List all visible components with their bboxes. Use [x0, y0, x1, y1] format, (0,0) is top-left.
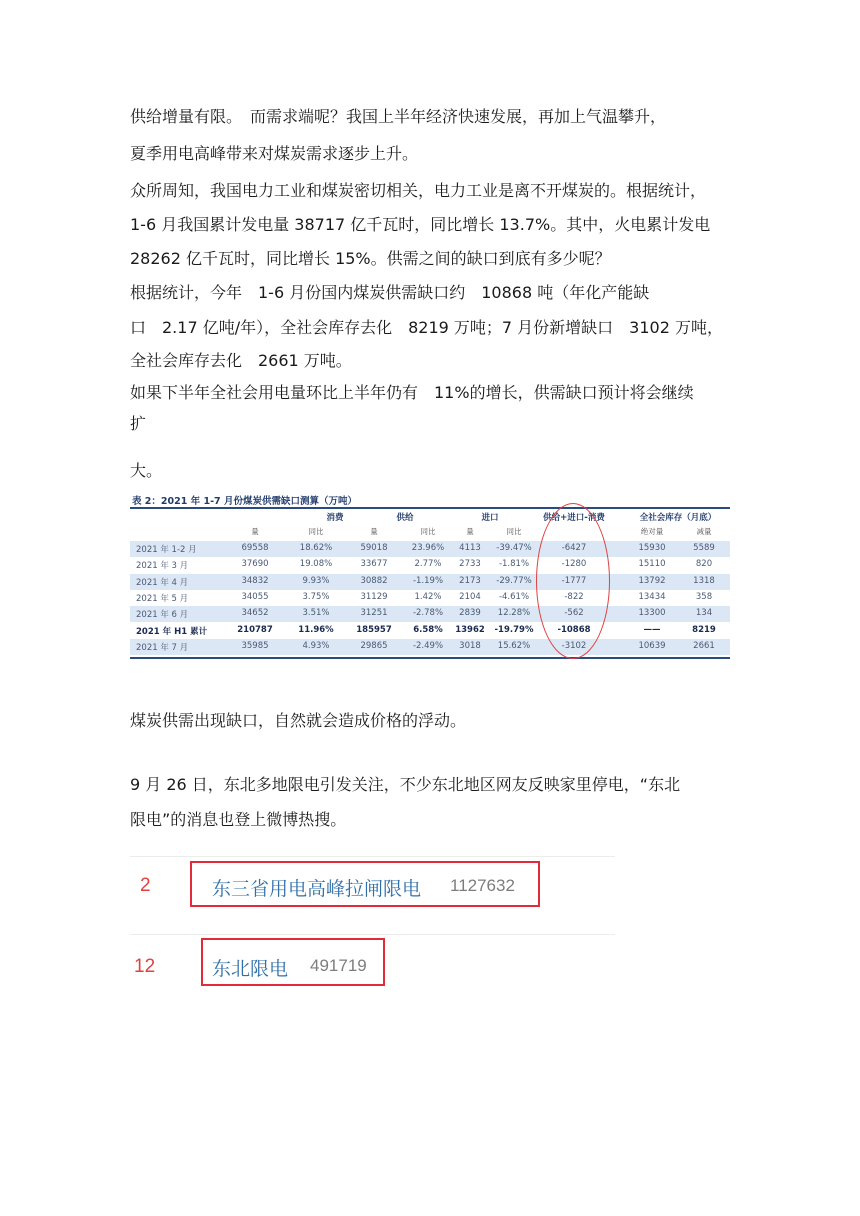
- table-cell: 34055: [241, 591, 269, 602]
- table-cell: 15110: [638, 559, 666, 570]
- row-label: 2021 年 1-2 月: [136, 545, 197, 555]
- table-cell: 13434: [638, 591, 666, 602]
- paragraph-line: 大。: [130, 461, 163, 480]
- paragraph-line: 煤炭供需出现缺口，自然就会造成价格的浮动。: [130, 711, 467, 730]
- table-cell: 12.28%: [497, 608, 531, 619]
- table-cell: 2839: [459, 608, 481, 619]
- row-label: 2021 年 3 月: [136, 561, 189, 572]
- table-row: [130, 574, 730, 590]
- table-cell: 34652: [241, 608, 269, 619]
- subheader: 同比: [308, 527, 324, 536]
- table-cell: 1318: [693, 575, 715, 586]
- table-row: [130, 557, 730, 573]
- row-label: 2021 年 5 月: [136, 593, 189, 604]
- row-label: 2021 年 H1 累计: [136, 626, 208, 637]
- divider: [130, 856, 615, 857]
- paragraph-line: 根据统计，今年 1-6 月份国内煤炭供需缺口约 10868 吨（年化产能缺: [130, 283, 650, 302]
- table-cell: 3018: [459, 640, 481, 651]
- table-cell: 35985: [241, 640, 269, 651]
- table-cell: 31251: [360, 608, 388, 619]
- table-cell: -562: [564, 608, 584, 619]
- table-cell: 31129: [360, 591, 388, 602]
- table-row: [130, 623, 730, 639]
- table-cell: 13962: [455, 624, 485, 635]
- table-cell: 185957: [356, 624, 392, 635]
- paragraph-line: 如果下半年全社会用电量环比上半年仍有 11%的增长，供需缺口预计将会继续: [130, 383, 694, 402]
- table-row: [130, 541, 730, 557]
- table-cell: 358: [695, 591, 713, 602]
- subheader: 同比: [506, 527, 522, 536]
- paragraph-line: 口 2.17 亿吨/年），全社会库存去化 8219 万吨；7 月份新增缺口 3102 万吨，: [130, 318, 723, 337]
- table-row: [130, 606, 730, 622]
- hot-rank: 12: [134, 956, 156, 977]
- paragraph-line: 扩: [130, 414, 147, 433]
- table-bottom-rule: [130, 657, 730, 659]
- table-cell: -1.19%: [412, 575, 444, 586]
- table-cell: 8219: [692, 624, 716, 635]
- paragraph-line: 全社会库存去化 2661 万吨。: [130, 351, 352, 370]
- table-cell: 6.58%: [413, 624, 443, 635]
- table-cell: 2104: [459, 591, 481, 602]
- table-cell: -6427: [561, 543, 587, 553]
- subheader: 量: [251, 527, 259, 536]
- table-cell: 15930: [638, 543, 666, 553]
- paragraph-line: 限电”的消息也登上微博热搜。: [130, 810, 347, 829]
- header-inventory: 全社会库存（月底）: [639, 513, 717, 523]
- table-cell: 18.62%: [299, 543, 333, 553]
- table-caption: 表 2：2021 年 1-7 月份煤炭供需缺口测算（万吨）: [132, 496, 357, 507]
- hot-count: 491719: [310, 956, 367, 975]
- row-label: 2021 年 7 月: [136, 642, 189, 653]
- table-cell: 3.51%: [302, 608, 330, 619]
- table-cell: -3102: [561, 640, 587, 651]
- row-label: 2021 年 6 月: [136, 610, 189, 621]
- table-cell: -29.77%: [496, 575, 532, 586]
- coal-gap-table: [130, 493, 730, 659]
- subheader: 同比: [420, 527, 436, 536]
- divider: [130, 934, 615, 935]
- table-cell: 2.77%: [414, 559, 442, 570]
- table-cell: 29865: [360, 640, 388, 651]
- table-cell: 69558: [241, 543, 269, 553]
- header-gap: 供给+进口-消费: [543, 513, 605, 523]
- table-cell: 13300: [638, 608, 666, 619]
- table-cell: -1777: [561, 575, 587, 586]
- table-cell: -4.61%: [498, 591, 530, 602]
- table-cell: -39.47%: [496, 543, 532, 553]
- table-cell: -10868: [557, 624, 591, 635]
- table-cell: 9.93%: [302, 575, 330, 586]
- paragraph-line: 1-6 月我国累计发电量 38717 亿千瓦时，同比增长 13.7%。其中，火电累计发电: [130, 215, 711, 234]
- table-cell: 1.42%: [414, 591, 442, 602]
- table-cell: -822: [564, 591, 584, 602]
- paragraph-line: 供给增量有限。 而需求端呢？我国上半年经济快速发展，再加上气温攀升，: [130, 107, 667, 126]
- paragraph-line: 众所周知，我国电力工业和煤炭密切相关，电力工业是离不开煤炭的。根据统计，: [130, 181, 707, 200]
- table-cell: 15.62%: [497, 640, 531, 651]
- table-cell: 820: [695, 559, 713, 570]
- row-label: 2021 年 4 月: [136, 577, 189, 588]
- hot-title: 东北限电: [212, 958, 289, 980]
- table-cell: 2733: [459, 559, 481, 570]
- table-cell: 134: [695, 608, 713, 619]
- table-top-rule: [130, 507, 730, 509]
- table-cell: 34832: [241, 575, 269, 586]
- hot-title: 东三省用电高峰拉闸限电: [212, 878, 422, 900]
- table-cell: 30882: [360, 575, 388, 586]
- table-cell: 19.08%: [299, 559, 333, 570]
- table-row: [130, 639, 730, 655]
- subheader: 绝对量: [640, 527, 664, 536]
- table-cell: 4113: [459, 543, 481, 553]
- table-cell: -1280: [561, 559, 587, 570]
- table-cell: 4.93%: [302, 640, 330, 651]
- paragraph-line: 28262 亿千瓦时，同比增长 15%。供需之间的缺口到底有多少呢？: [130, 249, 611, 268]
- hot-rank: 2: [140, 875, 151, 896]
- subheader: 量: [370, 527, 378, 536]
- table-cell: -2.78%: [412, 608, 444, 619]
- table-cell: 2173: [459, 575, 481, 586]
- gap-column-highlight-ellipse: [536, 503, 610, 659]
- table-cell: 33677: [360, 559, 388, 570]
- table-cell: 3.75%: [302, 591, 330, 602]
- subheader: 量: [466, 527, 474, 536]
- paragraph-line: 夏季用电高峰带来对煤炭需求逐步上升。: [130, 144, 419, 163]
- table-cell: 13792: [638, 575, 666, 586]
- table-cell: -19.79%: [494, 624, 534, 635]
- table-cell: 5589: [693, 543, 715, 553]
- header-consumption: 消费: [326, 513, 344, 523]
- paragraph-line: 9 月 26 日，东北多地限电引发关注，不少东北地区网友反映家里停电，“东北: [130, 775, 681, 794]
- table-cell: 59018: [360, 543, 388, 553]
- table-cell: 11.96%: [298, 624, 334, 635]
- subheader: 减量: [696, 527, 712, 536]
- table-cell: 23.96%: [411, 543, 445, 553]
- table-cell: 10639: [638, 640, 666, 651]
- table-cell: -1.81%: [498, 559, 530, 570]
- table-cell: 210787: [237, 624, 273, 635]
- table-cell: 37690: [241, 559, 269, 570]
- table-cell: -2.49%: [412, 640, 444, 651]
- hot-count: 1127632: [450, 876, 515, 895]
- header-supply: 供给: [396, 513, 414, 523]
- header-import: 进口: [481, 513, 499, 523]
- table-row: [130, 590, 730, 606]
- table-cell: ——: [643, 624, 661, 635]
- table-cell: 2661: [693, 640, 715, 651]
